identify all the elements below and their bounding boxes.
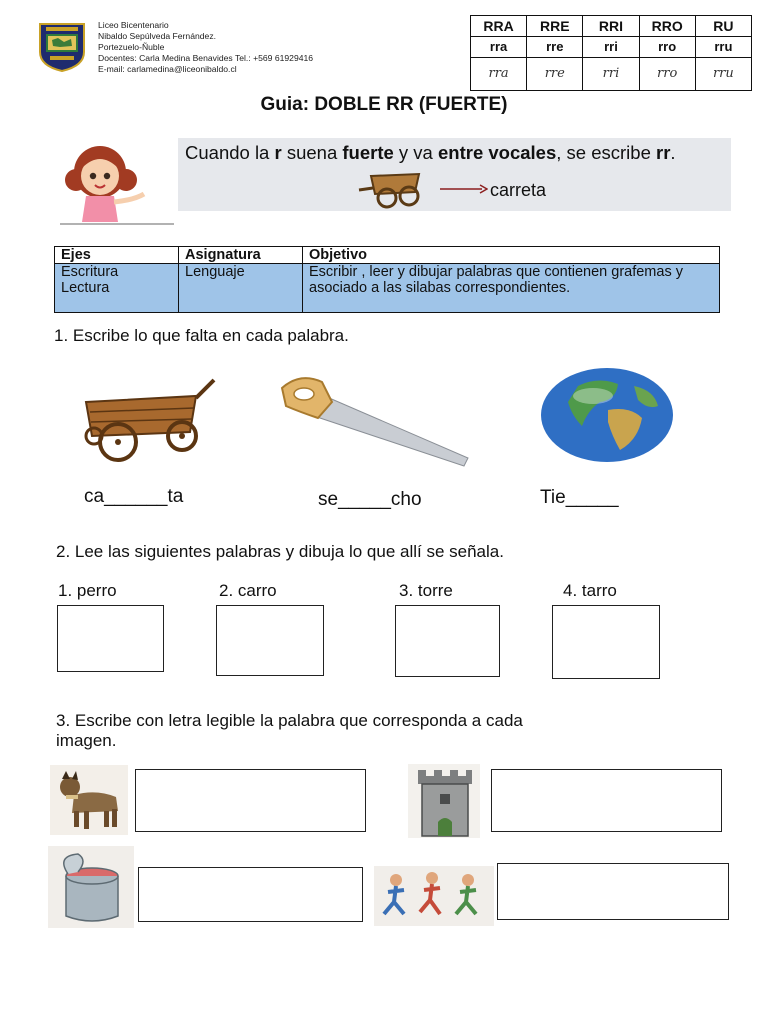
rule-text-r: r [274,142,282,163]
syllable-cursive: rra [471,57,527,90]
rule-text-vocales: entre vocales [438,142,557,163]
answer-box[interactable] [135,769,366,832]
fill-word[interactable]: ca______ta [84,486,184,507]
school-info [98,20,313,75]
rule-text [185,142,676,164]
table-header: Asignatura [179,247,303,264]
ejes-item: Escritura [61,264,119,280]
rule-text-part: , se escribe [556,142,657,163]
school-name: Liceo Bicentenario [98,20,169,30]
question-2: 2. Lee las siguientes palabras y dibuja lo que allí se señala. [56,542,504,561]
rule-text-part: . [670,142,676,163]
syllable-cursive: rre [527,57,583,90]
asignatura-cell: Lenguaje [179,264,303,313]
syllable-upper: RRA [471,16,527,37]
syllable-cursive: rri [583,57,639,90]
rule-text-part: y va [393,142,438,163]
earth-globe-image [538,366,676,464]
ejes-item: Lectura [61,280,110,296]
arrow-right-icon [440,183,488,195]
syllable-lower: rro [639,37,695,57]
rule-text-part: Cuando la [185,142,275,163]
objetivo-cell: Escribir , leer y dibujar palabras que contienen grafemas y asociado a las silabas correspondientes. [303,264,720,313]
syllable-upper: RRE [527,16,583,37]
answer-box[interactable] [497,863,729,920]
cart-small-icon [357,166,435,210]
question-3 [56,711,523,751]
syllable-cursive: rro [639,57,695,90]
tin-can-image [48,846,134,928]
draw-word: 4. tarro [563,581,617,600]
syllable-upper: RRO [639,16,695,37]
page-title: Guia: DOBLE RR (FUERTE) [260,94,508,115]
question-3-line: 3. Escribe con letra legible la palabra que corresponda a cada [56,711,523,730]
syllable-table [470,15,752,91]
drawing-box[interactable] [395,605,500,677]
objectives-table [54,246,720,313]
wooden-cart-image [78,374,218,466]
draw-word: 2. carro [219,581,277,600]
running-people-image [374,866,494,926]
answer-box[interactable] [138,867,363,922]
rule-text-rr: rr [656,142,671,163]
syllable-lower: rri [583,37,639,57]
tower-image [408,764,480,838]
dog-image [50,765,128,835]
drawing-box[interactable] [552,605,660,679]
table-header: Objetivo [303,247,720,264]
question-1: 1. Escribe lo que falta en cada palabra. [54,326,349,345]
drawing-box[interactable] [57,605,164,672]
rule-text-fuerte: fuerte [342,142,394,163]
drawing-box[interactable] [216,605,324,676]
fill-word[interactable]: se_____cho [318,489,422,510]
question-3-line: imagen. [56,731,117,750]
syllable-lower: rru [695,37,751,57]
school-crest-icon [38,22,86,72]
answer-box[interactable] [491,769,722,832]
rule-text-part: suena [281,142,343,163]
hand-saw-image [280,372,470,468]
teachers-contact: Docentes: Carla Medina Benavides Tel.: +569 61929416 [98,53,314,63]
syllable-lower: rra [471,37,527,57]
school-location: Portezuelo-Ñuble [98,42,165,52]
example-word: carreta [490,180,547,200]
table-header: Ejes [55,247,179,264]
syllable-upper: RRI [583,16,639,37]
draw-word: 1. perro [58,581,117,600]
email-contact: E-mail: carlamedina@liceonibaldo.cl [98,64,237,74]
syllable-upper: RU [695,16,751,37]
draw-word: 3. torre [399,581,453,600]
school-name-2: Nibaldo Sepúlveda Fernández. [98,31,217,41]
fill-word[interactable]: Tie_____ [540,487,619,508]
ejes-cell [55,264,179,313]
syllable-cursive: rru [695,57,751,90]
girl-illustration-icon [60,138,178,228]
syllable-lower: rre [527,37,583,57]
